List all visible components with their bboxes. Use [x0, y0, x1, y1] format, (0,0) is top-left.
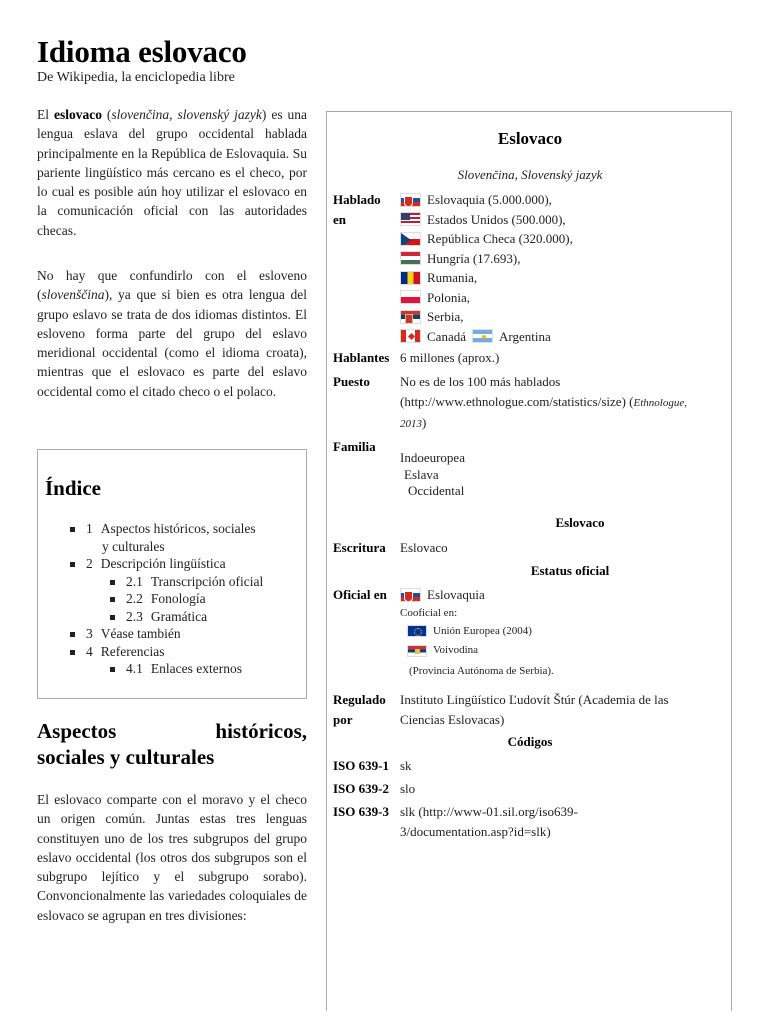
text-run: ), ya que si bien es otra lengua del grupo eslavo se trata de dos idiomas distintos. El esloveno forma parte del grupo del eslavo meridional occidental (como el idioma croata), mientras que el eslovaco es parte del eslavo occidental como el citado checo o el polaco.	[37, 287, 307, 399]
page-subtitle: De Wikipedia, la enciclopedia libre	[37, 70, 235, 85]
iso3-label: ISO 639-3	[333, 804, 389, 819]
country-row[interactable]	[400, 190, 573, 210]
poland-flag-icon	[400, 290, 421, 304]
heading-line: sociales y culturales	[37, 745, 215, 769]
oficial-text: Eslovaquia	[427, 587, 485, 602]
language-infobox	[326, 111, 732, 1011]
country-text: Serbia,	[427, 309, 464, 324]
toc-item-4[interactable]	[38, 643, 308, 661]
serbia-flag-icon	[400, 310, 421, 324]
country-row[interactable]	[400, 249, 573, 269]
family-level[interactable]: Eslava	[404, 466, 439, 482]
country-text: Hungría (17.693),	[427, 250, 521, 266]
puesto-link-line[interactable]	[400, 392, 730, 414]
oficial-value	[400, 585, 554, 681]
oficial-label: Oficial en	[333, 587, 387, 602]
slovakia-flag-icon	[400, 588, 421, 602]
infobox-native-name: Slovenčina, Slovenský jazyk	[457, 167, 603, 182]
country-text: Rumania,	[427, 270, 478, 285]
country-text: Canadá	[427, 328, 466, 344]
section-heading	[37, 718, 307, 770]
toc-item-2-3[interactable]	[38, 608, 308, 626]
iso1-label: ISO 639-1	[333, 758, 389, 773]
country-text: Polonia,	[427, 289, 470, 305]
toc-item-2-2[interactable]	[38, 590, 308, 608]
iso2-value: slo	[400, 781, 416, 796]
bold-term: eslovaco	[53, 107, 102, 122]
toc-text: Enlaces externos	[150, 661, 242, 676]
puesto-close: )	[422, 415, 427, 430]
toc-text: Transcripción oficial	[150, 573, 264, 589]
toc-number: 2.3	[126, 608, 143, 624]
table-of-contents	[37, 449, 307, 699]
hablado-list	[400, 190, 573, 346]
toc-text: Referencias	[100, 643, 165, 659]
toc-number: 1	[86, 521, 93, 536]
toc-number: 4.1	[126, 661, 143, 676]
regulado-line: Instituto Lingüístico Ľudovít Štúr (Academia de las	[400, 692, 669, 707]
label-line: Hablado	[333, 192, 381, 207]
toc-number: 3	[86, 626, 93, 641]
infobox-title: Eslovaco	[497, 129, 563, 148]
ue-row[interactable]	[400, 622, 554, 642]
heading-word: históricos,	[215, 719, 307, 743]
regulado-line: Ciencias Eslovacas)	[400, 711, 505, 727]
toc-title: Índice	[45, 476, 102, 500]
iso2-label: ISO 639-2	[333, 781, 389, 796]
toc-item-3[interactable]	[38, 625, 308, 643]
czech-flag-icon	[400, 232, 421, 246]
eslovaco-subheading: Eslovaco	[555, 515, 605, 530]
codigos-heading: Códigos	[507, 734, 553, 749]
text-run: No hay que confundirlo con el esloveno (	[37, 268, 307, 303]
puesto-label: Puesto	[333, 374, 370, 389]
italic-term: slovenský jazyk	[177, 107, 262, 122]
text-run: El	[37, 107, 54, 122]
italic-term: slovenčina	[111, 107, 170, 122]
puesto-ref: Ethnologue,	[633, 396, 687, 409]
label-line: en	[333, 211, 346, 227]
familia-tree	[400, 450, 465, 500]
family-level[interactable]: Occidental	[408, 483, 465, 498]
toc-item-4-1[interactable]	[38, 660, 308, 678]
toc-text: Gramática	[150, 608, 208, 624]
canada-flag-icon	[400, 329, 421, 343]
toc-number: 2.2	[126, 591, 143, 606]
hablado-label	[333, 190, 381, 229]
intro-paragraph-1	[37, 105, 307, 240]
oficial-row[interactable]	[400, 585, 554, 605]
country-row[interactable]	[400, 307, 573, 327]
regulado-label	[333, 690, 386, 729]
country-row[interactable]	[400, 268, 573, 288]
toc-list	[38, 520, 308, 678]
toc-text: Véase también	[100, 626, 181, 641]
puesto-line: No es de los 100 más hablados	[400, 374, 561, 389]
country-text: Estados Unidos (500.000),	[427, 211, 566, 227]
toc-item-1[interactable]	[38, 520, 308, 555]
toc-text: Fonología	[150, 591, 206, 606]
usa-flag-icon	[400, 212, 421, 226]
label-line: Regulado	[333, 692, 386, 707]
voivodina-row[interactable]	[400, 641, 554, 661]
label-line: por	[333, 711, 353, 727]
hablantes-label: Hablantes	[333, 350, 390, 365]
escritura-label: Escritura	[333, 540, 386, 555]
toc-item-2[interactable]	[38, 555, 308, 573]
escritura-value[interactable]: Eslovaco	[400, 540, 448, 555]
toc-number: 4	[86, 643, 93, 659]
country-row[interactable]	[400, 229, 573, 249]
voivodina-flag-icon	[407, 645, 427, 657]
country-row[interactable]	[400, 288, 573, 308]
cooficial-label: Cooficial en:	[400, 606, 458, 619]
italic-term: slovenščina	[41, 287, 105, 303]
voivodina-text: Voivodina	[433, 644, 479, 656]
iso1-value: sk	[400, 758, 412, 773]
provincia-text: (Provincia Autónoma de Serbia).	[409, 664, 554, 677]
regulado-value[interactable]	[400, 690, 730, 729]
text-run: (	[101, 107, 112, 122]
intro-paragraph-2	[37, 266, 307, 401]
argentina-flag-icon	[472, 329, 493, 343]
toc-text-continued: y culturales	[102, 538, 165, 554]
estatus-heading: Estatus oficial	[530, 563, 610, 578]
eu-flag-icon	[407, 625, 427, 637]
iso3-value[interactable]	[400, 802, 578, 841]
toc-number: 2	[86, 556, 93, 571]
hungary-flag-icon	[400, 251, 421, 265]
country-text: Argentina	[498, 328, 551, 344]
country-text: Eslovaquia (5.000.000),	[427, 192, 552, 207]
family-level[interactable]: Indoeuropea	[400, 450, 465, 465]
text-run: ,	[169, 107, 178, 122]
ue-text: Unión Europea (2004)	[433, 624, 532, 637]
hablantes-value: 6 millones (aprox.)	[400, 350, 500, 365]
iso3-line: 3/documentation.asp?id=slk)	[400, 823, 551, 839]
romania-flag-icon	[400, 271, 421, 285]
puesto-value	[400, 372, 730, 435]
page-title: Idioma eslovaco	[37, 34, 247, 69]
iso3-line: slk (http://www-01.sil.org/iso639-	[400, 804, 578, 819]
text-run: ) es una lengua eslava del grupo occidental hablada principalmente en la República de Eslovaquia. Su pariente lingüístico más cercano es el checo, por lo cual es posible aún hoy utilizar el eslovaco en la comunicación oficial con las autoridades checas.	[37, 107, 308, 238]
puesto-link[interactable]: (http://www.ethnologue.com/statistics/size) (	[400, 393, 634, 409]
section-paragraph: El eslovaco comparte con el moravo y el checo un origen común. Juntas estas tres lenguas constituyen uno de los tres subgrupos del grupo eslavo occidental (los otros dos subgrupos son el subgrupo lejítico y el subgrupo sorabo). Convoncionalmente las variedades coloquiales de eslovaco se agrupan en tres divisiones:	[37, 792, 307, 923]
puesto-ref-year: 2013	[400, 418, 422, 430]
toc-text: Descripción lingüística	[100, 556, 226, 571]
country-row[interactable]	[400, 327, 573, 347]
toc-number: 2.1	[126, 573, 143, 589]
slovakia-flag-icon	[400, 193, 421, 207]
familia-label: Familia	[333, 439, 376, 454]
toc-item-2-1[interactable]	[38, 573, 308, 591]
toc-text: Aspectos históricos, sociales	[100, 521, 256, 536]
country-text: República Checa (320.000),	[427, 231, 573, 246]
heading-word: Aspectos	[37, 719, 117, 743]
country-row[interactable]	[400, 210, 573, 230]
